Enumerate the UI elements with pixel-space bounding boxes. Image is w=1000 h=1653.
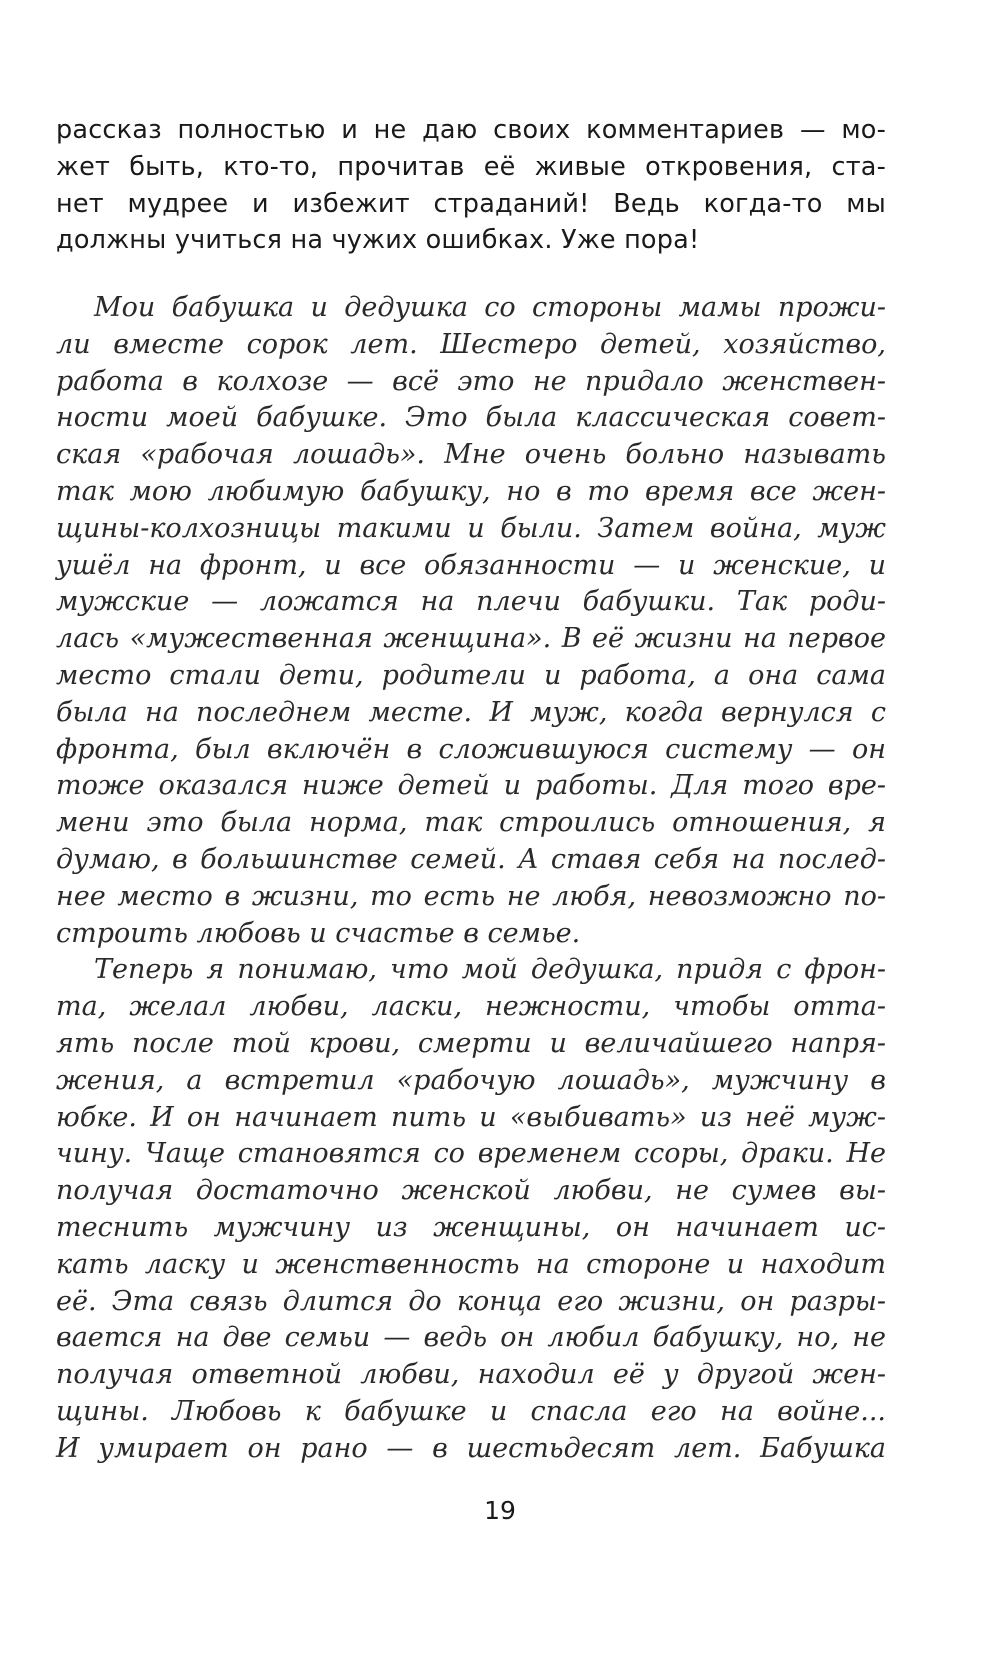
story-line: место стали дети, родители и работа, а она сама bbox=[56, 659, 886, 691]
intro-line: жет быть, кто-то, прочитав её живые откровения, ста- bbox=[56, 151, 886, 182]
story-line: кать ласку и женственность на стороне и находит bbox=[56, 1248, 886, 1280]
story-line: работа в колхозе — всё это не придало женствен- bbox=[56, 365, 886, 397]
story-line: ности моей бабушке. Это была классическая совет- bbox=[56, 402, 886, 434]
story-line: щины-колхозницы такими и были. Затем война, муж bbox=[56, 512, 886, 544]
intro-line: должны учиться на чужих ошибках. Уже пора! bbox=[56, 225, 700, 256]
intro-line: нет мудрее и избежит страданий! Ведь когда-то мы bbox=[56, 188, 886, 219]
story-line: юбке. И он начинает пить и «выбивать» из неё муж- bbox=[56, 1101, 886, 1133]
intro-paragraph bbox=[56, 112, 886, 259]
story-line: мени это была норма, так строились отношения, я bbox=[56, 807, 886, 839]
story-line: мужские — ложатся на плечи бабушки. Так роди- bbox=[56, 586, 886, 618]
story-line: лась «мужественная женщина». В её жизни на первое bbox=[56, 623, 886, 655]
page-number: 19 bbox=[484, 1496, 516, 1525]
story-line: теснить мужчину из женщины, он начинает ис- bbox=[56, 1211, 886, 1243]
story-line: думаю, в большинстве семей. А ставя себя на послед- bbox=[56, 843, 886, 875]
story-line: так мою любимую бабушку, но в то время все жен- bbox=[56, 475, 886, 507]
story-line: ская «рабочая лошадь». Мне очень больно называть bbox=[56, 439, 886, 471]
story-line: ять после той крови, смерти и величайшего напря- bbox=[56, 1027, 886, 1059]
story-line: Теперь я понимаю, что мой дедушка, придя с фрон- bbox=[94, 954, 886, 986]
story-line: та, желал любви, ласки, нежности, чтобы отта- bbox=[56, 991, 886, 1023]
story-line: получая достаточно женской любви, не сумев вы- bbox=[56, 1175, 886, 1207]
intro-line: рассказ полностью и не даю своих комментариев — мо- bbox=[56, 115, 886, 145]
story-line: тоже оказался ниже детей и работы. Для того вре- bbox=[56, 770, 886, 802]
story-line: ли вместе сорок лет. Шестеро детей, хозяйство, bbox=[56, 328, 886, 360]
story-quote bbox=[56, 290, 886, 1468]
story-line: жения, а встретил «рабочую лошадь», мужчину в bbox=[56, 1064, 886, 1096]
story-line: ушёл на фронт, и все обязанности — и женские, и bbox=[56, 549, 886, 581]
story-line: щины. Любовь к бабушке и спасла его на войне... bbox=[56, 1395, 886, 1427]
story-line: И умирает он рано — в шестьдесят лет. Бабушка bbox=[56, 1432, 886, 1464]
story-line: вается на две семьи — ведь он любил бабушку, но, не bbox=[56, 1322, 886, 1354]
story-line: чину. Чаще становятся со временем ссоры, драки. Не bbox=[56, 1138, 886, 1170]
story-line: была на последнем месте. И муж, когда вернулся с bbox=[56, 696, 886, 728]
story-line: её. Эта связь длится до конца его жизни, он разры- bbox=[56, 1285, 886, 1317]
story-line: Мои бабушка и дедушка со стороны мамы прожи- bbox=[94, 292, 886, 323]
story-line: нее место в жизни, то есть не любя, невозможно по- bbox=[56, 880, 886, 912]
story-line: фронта, был включён в сложившуюся систему — он bbox=[56, 733, 886, 765]
story-line: получая ответной любви, находил её у другой жен- bbox=[56, 1359, 886, 1391]
story-line: строить любовь и счастье в семье. bbox=[56, 917, 581, 949]
